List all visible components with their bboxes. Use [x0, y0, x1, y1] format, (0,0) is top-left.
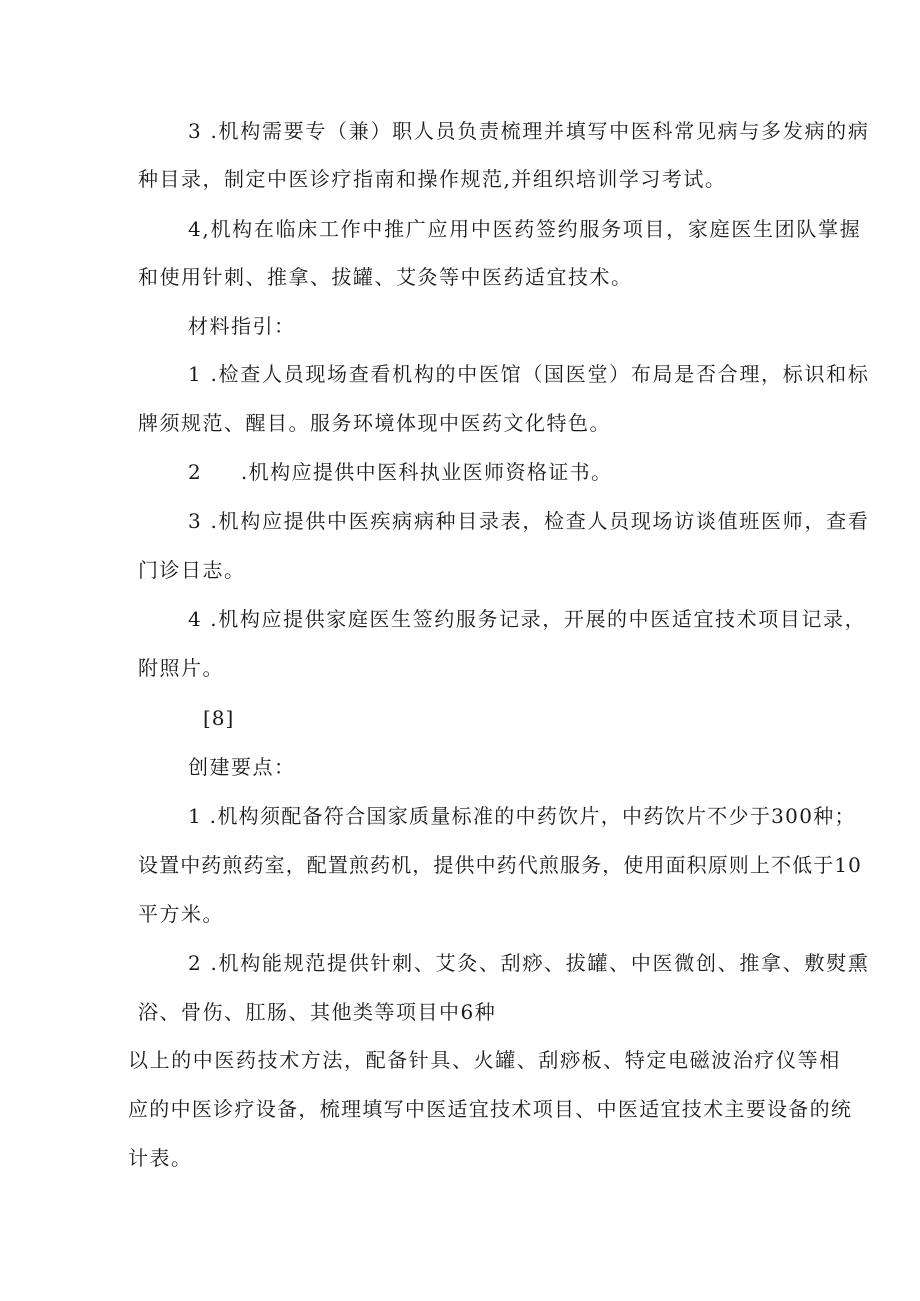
text-line: 1 .检查人员现场查看机构的中医馆（国医堂）布局是否合理，标识和标: [188, 362, 870, 386]
text-line: 牌须规范、醒目。服务环境体现中医药文化特色。: [138, 411, 611, 435]
text-line: 附照片。: [138, 656, 224, 680]
text-line: 1 .机构须配备符合国家质量标准的中药饮片，中药饮片不少于300种；: [188, 804, 856, 828]
text-line: 4 .机构应提供家庭医生签约服务记录，开展的中医适宜技术项目记录，: [188, 607, 867, 631]
text-line: 和使用针刺、推拿、拔罐、艾灸等中医药适宜技术。: [138, 265, 633, 289]
text-line: 平方米。: [138, 902, 224, 926]
section-heading: 创建要点：: [188, 755, 296, 779]
text-line: 3 .机构应提供中医疾病病种目录表，检查人员现场访谈值班医师，查看: [188, 509, 870, 533]
text-line: 种目录，制定中医诊疗指南和操作规范,并组织培训学习考试。: [138, 167, 727, 191]
text-line: 设置中药煎药室，配置煎药机，提供中药代煎服务，使用面积原则上不低于10: [138, 853, 862, 877]
text-line: 2 .机构应提供中医科执业医师资格证书。: [188, 460, 613, 484]
text-line: 门诊日志。: [138, 558, 246, 582]
text-line: 浴、骨伤、肛肠、其他类等项目中6种: [138, 1000, 497, 1024]
text-line: 以上的中医药技术方法，配备针具、火罐、刮痧板、特定电磁波治疗仪等相: [128, 1048, 841, 1072]
section-marker: [8]: [203, 706, 235, 730]
text-line: 应的中医诊疗设备，梳理填写中医适宜技术项目、中医适宜技术主要设备的统: [128, 1097, 853, 1121]
text-line: 3 .机构需要专（兼）职人员负责梳理并填写中医科常见病与多发病的病: [188, 119, 870, 143]
text-line: 2 .机构能规范提供针刺、艾灸、刮痧、拔罐、中医微创、推拿、敷熨熏: [188, 951, 870, 975]
text-line: 4,机构在临床工作中推广应用中医药签约服务项目，家庭医生团队掌握: [188, 217, 862, 241]
section-heading: 材料指引：: [188, 314, 296, 338]
text-line: 计表。: [128, 1146, 193, 1170]
